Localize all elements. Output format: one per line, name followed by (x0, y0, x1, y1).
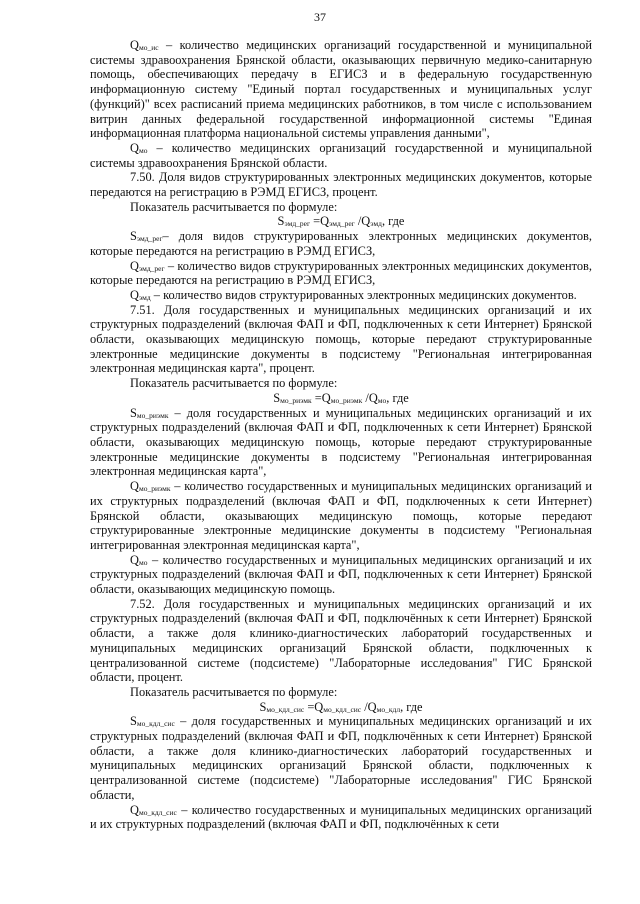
definition-text: – количество медицинских организаций государственной и муниципальной системы здравоохранения Брянской области. (90, 140, 592, 170)
symbol-subscript: мо_кдл_сис (136, 719, 175, 729)
section-7-50: 7.50. Доля видов структурированных электронных медицинских документов, которые передаются на регистрацию в РЭМД ЕГИСЗ, процент. (90, 170, 592, 200)
definition-s-mo-riemk (90, 406, 592, 480)
page-body (90, 38, 592, 832)
definition-q-mo-kdl-sis (90, 803, 592, 832)
symbol: Q (130, 287, 139, 302)
section-7-51: 7.51. Доля государственных и муниципальных медицинских организаций и их структурных подразделений (включая ФАП и ФП, подключенных к сети Интернет) Брянской области, оказывающих медицинскую помощь, которые передают структурированные электронные медицинские документы в подсистему "Региональная интегрированная электронная медицинская карта", процент. (90, 302, 592, 376)
symbol: S (130, 229, 137, 244)
definition-text: – количество государственных и муниципальных медицинских организаций и их структурных подразделений (включая ФАП и ФП, подключенных к сети Интернет) Брянской области, оказывающих медицинскую помощь. (90, 552, 592, 597)
symbol: Q (130, 38, 139, 52)
definition-q-emd (90, 288, 592, 303)
definition-text: – доля государственных и муниципальных медицинских организаций и их структурных подразделений (включая ФАП и ФП, подключенных к сети Интернет) Брянской области, оказывающих медицинскую помощь, которые передают структурированные электронные медицинские документы в подсистему "Региональная интегрированная электронная медицинская карта", (90, 405, 592, 479)
symbol: Q (130, 552, 139, 567)
definition-s-emd-reg (90, 229, 592, 258)
symbol-subscript: мо_риэмк (138, 484, 171, 494)
symbol: S (130, 405, 137, 420)
formula-s-mo-riemk: $S_{мо\_риэмк} =Q_{мо\_риэмк}$ $/Q_{мо}$, где (273, 390, 409, 405)
symbol: S (130, 714, 137, 729)
symbol-subscript: мо_кдл_сис (138, 807, 177, 817)
symbol: Q (130, 479, 139, 494)
symbol-subscript: эмд_рег (136, 234, 163, 244)
symbol-subscript: мо_ис (138, 43, 159, 52)
definition-text: – количество видов структурированных электронных медицинских документов. (150, 287, 577, 302)
definition-q-emd-reg (90, 259, 592, 288)
symbol-subscript: мо (138, 557, 148, 567)
formula-s-emd-reg: $S_{эмд\_рег} =Q_{эмд\_рег}$ $/Q_{эмд}$, где (277, 214, 405, 229)
definition-text: – доля государственных и муниципальных медицинских организаций и их структурных подразделений (включая ФАП и ФП, подключённых к сети Интернет) Брянской области, а также доля клинико-диагностических лабораторий государственных и муниципальных медицинских организаций Брянской области, подключенных к централизованной системе (подсистеме) "Лабораторные исследования" ГИС Брянской области, (90, 714, 592, 802)
formula-intro: Показатель расчитывается по формуле: (130, 684, 338, 699)
symbol-subscript: эмд (138, 292, 151, 302)
formula-s-mo-kdl-sis: $S_{мо\_кдл\_сис} =Q_{мо\_кдл\_сис}$ $/Q_{мо\_кдл}$, где (259, 699, 423, 714)
symbol: Q (130, 258, 139, 273)
definition-q-mo-riemk (90, 479, 592, 553)
formula-intro: Показатель расчитывается по формуле: (130, 376, 338, 391)
definition-q-mo-is (90, 38, 592, 141)
symbol: Q (130, 140, 139, 155)
definition-text: – количество государственных и муниципальных медицинских организаций и их структурных подразделений (включая ФАП и ФП, подключённых к сети (90, 802, 592, 832)
symbol-subscript: мо_риэмк (136, 410, 169, 420)
page-number: 37 (314, 10, 326, 24)
definition-text: – доля видов структурированных электронных медицинских документов, которые передаются на регистрацию в РЭМД ЕГИСЗ, (90, 229, 592, 258)
definition-text: – количество видов структурированных электронных медицинских документов, которые передаются на регистрацию в РЭМД ЕГИСЗ, (90, 258, 592, 288)
definition-q-mo (90, 141, 592, 170)
definition-q-mo-2 (90, 553, 592, 597)
formula-intro: Показатель расчитывается по формуле: (130, 199, 338, 214)
symbol: Q (130, 802, 139, 817)
symbol-subscript: эмд_рег (138, 263, 165, 273)
symbol-subscript: мо (138, 145, 148, 155)
definition-text: – количество медицинских организаций государственной и муниципальной системы здравоохранения Брянской области, оказывающих первичную медико-санитарную помощь, обеспечивающих передачу в ЕГИСЗ и в федеральную государственную информационную систему "Единый портал государственных и муниципальных услуг (функций)" всех расписаний приема медицинских работников, в том числе с использованием витрин данных федеральной государственной информационной системы "Единая информационная платформа национальной системы управления данными", (90, 38, 592, 141)
section-7-52: 7.52. Доля государственных и муниципальных медицинских организаций и их структурных подразделений (включая ФАП и ФП, подключённых к сети Интернет) Брянской области, а также доля клинико-диагностических лабораторий государственных и муниципальных медицинских организаций Брянской области, подключенных к централизованной системе (подсистеме) "Лабораторные исследования" ГИС Брянской области, процент. (90, 596, 592, 685)
definition-s-mo-kdl-sis (90, 714, 592, 802)
definition-text: – количество государственных и муниципальных медицинских организаций и их структурных подразделений (включая ФАП и ФП, подключенных к сети Интернет) Брянской области, оказывающих медицинскую помощь, которые передают структурированные электронные медицинские документы в подсистему "Региональная интегрированная электронная медицинская карта", (90, 479, 592, 552)
